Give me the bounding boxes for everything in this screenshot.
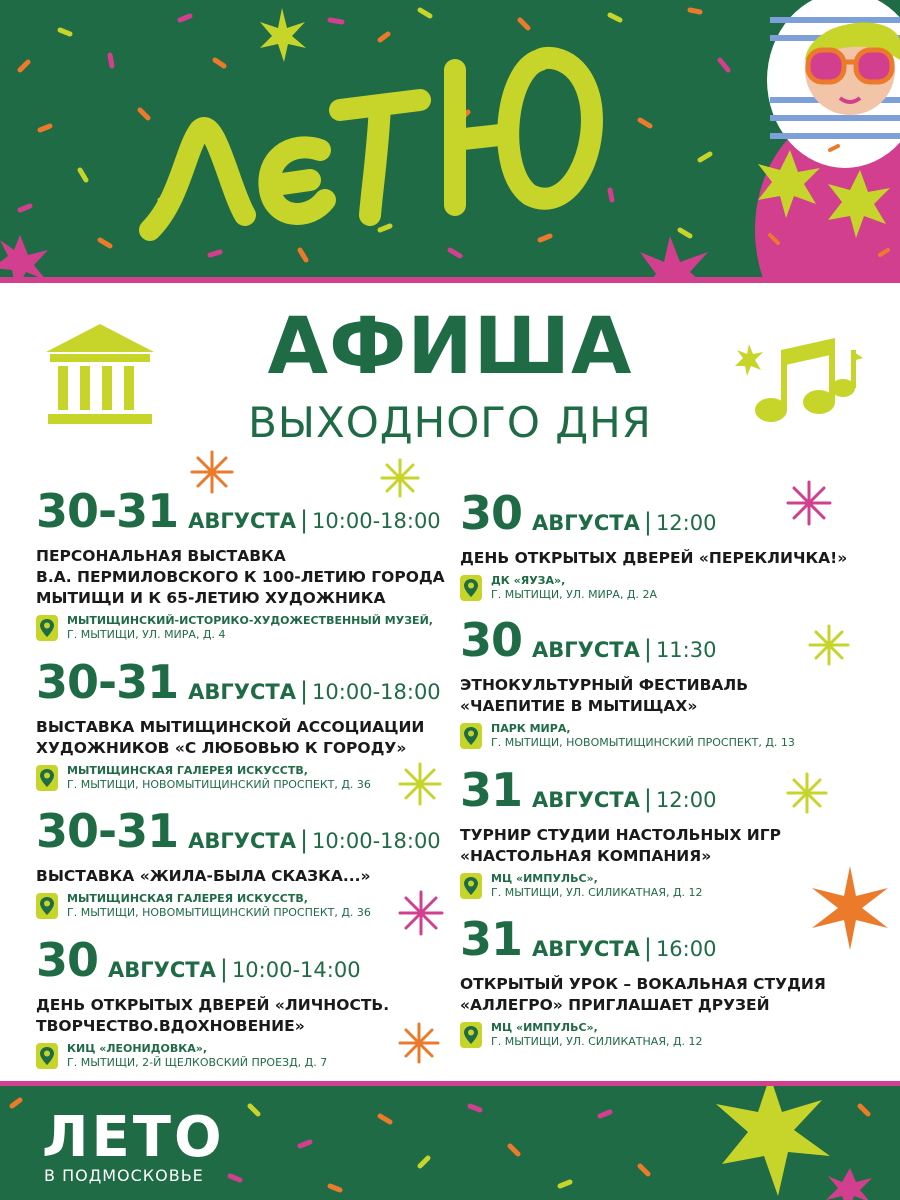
event-month: АВГУСТА xyxy=(188,829,296,853)
event-month: АВГУСТА xyxy=(532,788,640,812)
event-location xyxy=(36,892,441,920)
separator: | xyxy=(643,785,652,813)
event-card xyxy=(460,613,795,750)
event-title: ТУРНИР СТУДИИ НАСТОЛЬНЫХ ИГР «НАСТОЛЬНАЯ КОМПАНИЯ» xyxy=(460,826,781,865)
event-month: АВГУСТА xyxy=(108,958,216,982)
venue-address: Г. МЫТИЩИ, УЛ. МИРА, Д. 4 xyxy=(67,628,226,641)
event-date-line xyxy=(36,655,441,709)
venue-address: Г. МЫТИЩИ, НОВОМЫТИЩИНСКИЙ ПРОСПЕКТ, Д. 13 xyxy=(491,736,795,749)
event-time: 12:00 xyxy=(655,511,717,535)
header-banner xyxy=(0,0,900,277)
separator: | xyxy=(299,677,309,705)
event-title: ВЫСТАВКА «ЖИЛА-БЫЛА СКАЗКА...» xyxy=(36,867,371,885)
header-divider xyxy=(0,277,900,283)
venue-name: МЦ «ИМПУЛЬС», xyxy=(491,872,598,885)
star-burst-icon xyxy=(808,624,850,666)
event-card xyxy=(36,655,441,792)
location-pin-icon xyxy=(460,723,482,749)
star-burst-icon xyxy=(786,772,828,814)
venue-address: Г. МЫТИЩИ, УЛ. МИРА, Д. 2А xyxy=(491,588,658,601)
event-month: АВГУСТА xyxy=(532,937,640,961)
venue-name: ПАРК МИРА, xyxy=(491,722,571,735)
venue-name: КИЦ «ЛЕОНИДОВКА», xyxy=(67,1042,208,1055)
event-date-line xyxy=(36,804,441,858)
footer-logo: ЛЕТО xyxy=(42,1105,225,1170)
event-location xyxy=(36,614,445,642)
event-date: 30-31 xyxy=(36,804,179,858)
event-date: 31 xyxy=(460,763,523,817)
page-subtitle: ВЫХОДНОГО ДНЯ xyxy=(248,398,652,447)
venue-address: Г. МЫТИЩИ, 2-Й ЩЕЛКОВСКИЙ ПРОЕЗД, Д. 7 xyxy=(67,1056,328,1069)
star-burst-icon xyxy=(398,1022,440,1064)
venue-address: Г. МЫТИЩИ, НОВОМЫТИЩИНСКИЙ ПРОСПЕКТ, Д. 36 xyxy=(67,778,371,791)
separator: | xyxy=(219,955,228,983)
event-time: 11:30 xyxy=(655,638,717,662)
location-pin-icon xyxy=(460,575,482,601)
event-month: АВГУСТА xyxy=(532,511,640,535)
event-date-line xyxy=(460,613,795,667)
event-time: 16:00 xyxy=(655,937,717,961)
event-location xyxy=(460,574,847,602)
venue-name: МЫТИЩИНСКАЯ ГАЛЕРЕЯ ИСКУССТВ, xyxy=(67,892,308,905)
event-date: 30 xyxy=(460,613,523,667)
event-time: 10:00-18:00 xyxy=(312,680,441,704)
page-title: АФИША xyxy=(267,302,633,392)
matryoshka-illustration xyxy=(750,0,900,277)
event-date: 30-31 xyxy=(36,655,179,709)
location-pin-icon xyxy=(36,765,58,791)
location-pin-icon xyxy=(36,1043,58,1069)
event-location xyxy=(460,872,781,900)
event-title: ДЕНЬ ОТКРЫТЫХ ДВЕРЕЙ «ЛИЧНОСТЬ. ТВОРЧЕСТВО.ВДОХНОВЕНИЕ» xyxy=(36,996,390,1035)
event-date: 30 xyxy=(460,486,523,540)
event-time: 10:00-14:00 xyxy=(231,958,361,982)
event-date-line xyxy=(36,484,445,538)
separator: | xyxy=(643,635,652,663)
music-notes-icon xyxy=(735,330,865,430)
location-pin-icon xyxy=(460,873,482,899)
event-card xyxy=(36,933,390,1070)
venue-name: МЦ «ИМПУЛЬС», xyxy=(491,1021,598,1034)
event-card xyxy=(460,912,826,1049)
venue-name: ДК «ЯУЗА», xyxy=(491,574,566,587)
event-month: АВГУСТА xyxy=(532,638,640,662)
event-location xyxy=(460,1021,826,1049)
event-date: 30 xyxy=(36,933,99,987)
venue-address: Г. МЫТИЩИ, НОВОМЫТИЩИНСКИЙ ПРОСПЕКТ, Д. 36 xyxy=(67,906,371,919)
event-time: 10:00-18:00 xyxy=(312,829,441,853)
event-date: 30-31 xyxy=(36,484,179,538)
separator: | xyxy=(643,934,652,962)
event-location xyxy=(36,764,441,792)
event-location xyxy=(460,722,795,750)
location-pin-icon xyxy=(460,1022,482,1048)
separator: | xyxy=(299,506,309,534)
event-location xyxy=(36,1042,389,1070)
event-card xyxy=(36,804,441,920)
venue-address: Г. МЫТИЩИ, УЛ. СИЛИКАТНАЯ, Д. 12 xyxy=(491,886,703,899)
venue-name: МЫТИЩИНСКАЯ ГАЛЕРЕЯ ИСКУССТВ, xyxy=(67,764,308,777)
event-date: 31 xyxy=(460,912,523,966)
venue-name: МЫТИЩИНСКИЙ-ИСТОРИКО-ХУДОЖЕСТВЕННЫЙ МУЗЕЙ, xyxy=(67,614,433,627)
event-title: ПЕРСОНАЛЬНАЯ ВЫСТАВКА В.А. ПЕРМИЛОВСКОГО К 100-ЛЕТИЮ ГОРОДА МЫТИЩИ И К 65-ЛЕТИЮ ХУДОЖНИКА xyxy=(36,547,445,607)
separator: | xyxy=(643,508,652,536)
event-time: 10:00-18:00 xyxy=(312,509,441,533)
event-month: АВГУСТА xyxy=(188,680,296,704)
event-time: 12:00 xyxy=(655,788,717,812)
event-date-line xyxy=(36,933,389,987)
footer-banner xyxy=(0,1086,900,1200)
venue-address: Г. МЫТИЩИ, УЛ. СИЛИКАТНАЯ, Д. 12 xyxy=(491,1035,703,1048)
separator: | xyxy=(299,826,309,854)
footer-logo-subtitle: В ПОДМОСКОВЬЕ xyxy=(44,1166,204,1185)
event-title: ДЕНЬ ОТКРЫТЫХ ДВЕРЕЙ «ПЕРЕКЛИЧКА!» xyxy=(460,549,848,567)
event-card xyxy=(460,763,781,900)
location-pin-icon xyxy=(36,615,58,641)
event-title: ОТКРЫТЫЙ УРОК – ВОКАЛЬНАЯ СТУДИЯ «АЛЛЕГРО» ПРИГЛАШАЕТ ДРУЗЕЙ xyxy=(460,975,826,1014)
event-title: ЭТНОКУЛЬТУРНЫЙ ФЕСТИВАЛЬ «ЧАЕПИТИЕ В МЫТИЩАХ» xyxy=(460,676,749,715)
event-title: ВЫСТАВКА МЫТИЩИНСКОЙ АССОЦИАЦИИ ХУДОЖНИКОВ «С ЛЮБОВЬЮ К ГОРОДУ» xyxy=(36,718,425,757)
location-pin-icon xyxy=(36,893,58,919)
event-date-line xyxy=(460,763,781,817)
event-card xyxy=(36,484,445,642)
event-month: АВГУСТА xyxy=(188,509,296,533)
event-card xyxy=(460,486,848,602)
event-date-line xyxy=(460,912,826,966)
event-date-line xyxy=(460,486,847,540)
